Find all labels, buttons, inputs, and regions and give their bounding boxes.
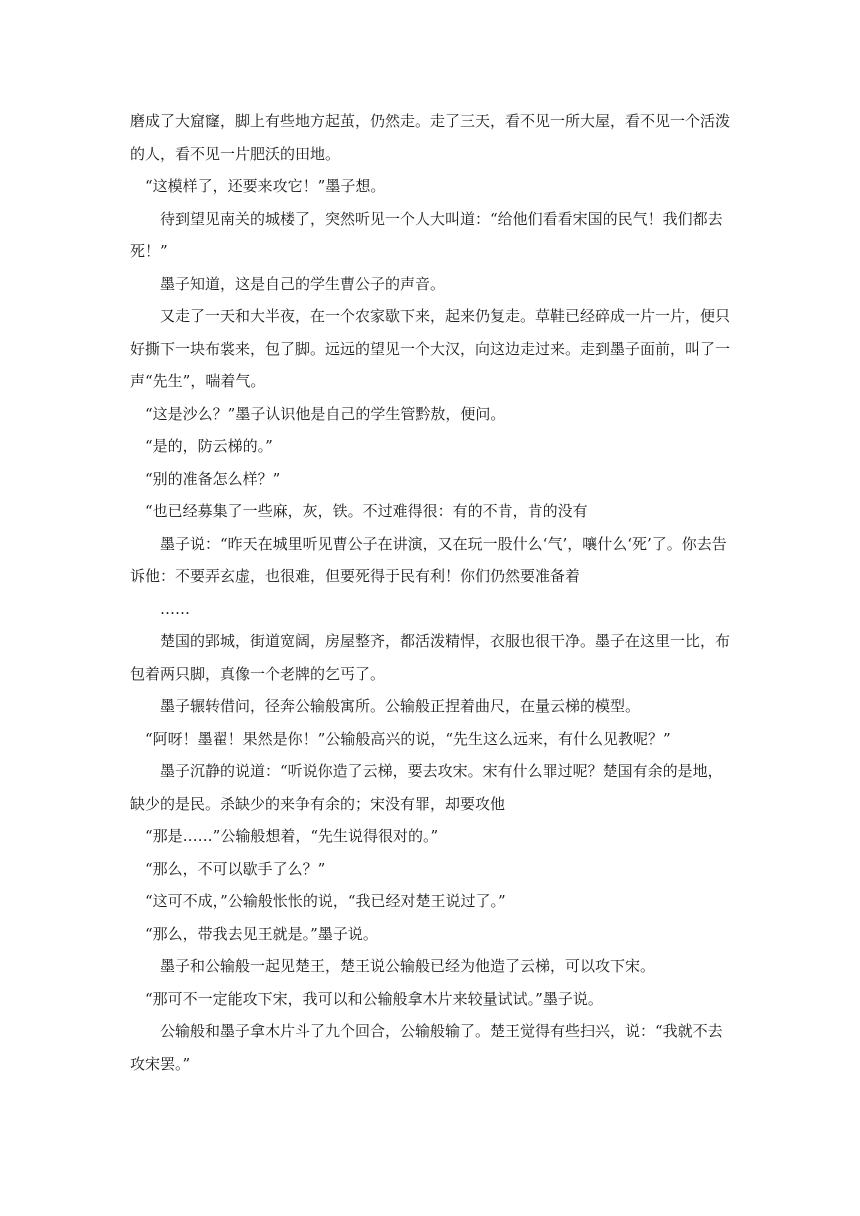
paragraph: “这模样了，还要来攻它！”墨子想。 — [145, 177, 386, 195]
paragraph: 又走了一天和大半夜，在一个农家歇下来，起来仍复走。草鞋已经碎成一片一片，便只好撕下一块布裳来，包了脚。远远的望见一个大汉，向这边走过来。走到墨子面前，叫了一声“先生”，喘着气。 — [130, 307, 731, 390]
paragraph: “那是……”公输般想着，“先生说得很对的。” — [145, 827, 439, 845]
paragraph: 墨子说：“昨天在城里听见曹公子在讲演，又在玩一股什么‘气’，嚷什么‘死’了。你去告诉他：不要弄玄虚，也很难，但要死得于民有利！你们仍然要准备着 — [130, 534, 727, 585]
paragraph: “那可不一定能攻下宋，我可以和公输般拿木片来较量试试。”墨子说。 — [145, 989, 603, 1008]
paragraph: 墨子沉静的说道：“听说你造了云梯，要去攻宋。宋有什么罪过呢？楚国有余的是地，缺少的是民。杀缺少的来争有余的；宋没有罪，却要攻他 — [130, 762, 723, 813]
paragraph: 楚国的郢城，街道宽阔，房屋整齐，都活泼精悍，衣服也很干净。墨子在这里一比，布包着两只脚，真像一个老牌的乞丐了。 — [130, 632, 731, 683]
body-text — [130, 105, 730, 1080]
paragraph: “别的准备怎么样？” — [145, 469, 281, 488]
paragraph: 待到望见南关的城楼了，突然听见一个人大叫道：“给他们看看宋国的民气！我们都去死！” — [130, 209, 723, 260]
paragraph: “阿呀！墨翟！果然是你！”公输般高兴的说，“先生这么远来，有什么见教呢？” — [145, 729, 671, 748]
paragraph: “这是沙么？”墨子认识他是自己的学生管黔敖，便问。 — [145, 404, 506, 423]
paragraph: 墨子辗转借问，径奔公输般寓所。公输般正捏着曲尺，在量云梯的模型。 — [160, 697, 641, 715]
paragraph: “这可不成，”公输般怅怅的说，“我已经对楚王说过了。” — [145, 892, 506, 910]
paragraph: “那么，不可以歇手了么？” — [145, 859, 326, 878]
paragraph: 墨子和公输般一起见楚王，楚王说公输般已经为他造了云梯，可以攻下宋。 — [160, 957, 656, 975]
ellipsis-paragraph: …… — [160, 599, 190, 618]
paragraph: 磨成了大窟窿，脚上有些地方起茧，仍然走。走了三天，看不见一所大屋，看不见一个活泼的人，看不见一片肥沃的田地。 — [130, 112, 731, 163]
paragraph: 墨子知道，这是自己的学生曹公子的声音。 — [160, 274, 446, 293]
paragraph: 公输般和墨子拿木片斗了九个回合，公输般输了。楚王觉得有些扫兴，说：“我就不去攻宋罢。” — [130, 1022, 723, 1073]
paragraph: “是的，防云梯的。” — [145, 437, 273, 455]
paragraph: “也已经募集了一些麻，灰，铁。不过难得很：有的不肯，肯的没有 — [145, 502, 588, 520]
paragraph: “那么，带我去见王就是。”墨子说。 — [145, 924, 378, 943]
